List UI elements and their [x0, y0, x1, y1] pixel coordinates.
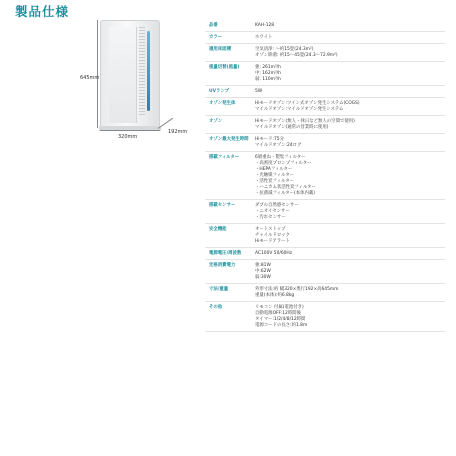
- spec-value: [251, 305, 445, 329]
- spec-value: [251, 89, 445, 95]
- spec-value-line: ・汚れセンサー: [255, 215, 286, 220]
- spec-value-line: ・高密度プロンプフィルター: [255, 161, 312, 166]
- spec-value-line: 強:81W: [255, 263, 271, 268]
- spec-value-line: 強: 261m³/h: [255, 65, 281, 70]
- spec-label: 品番: [209, 23, 218, 28]
- height-dimension-line: [97, 20, 98, 128]
- spec-value-line: 中:62W: [255, 269, 271, 274]
- spec-value-line: 自動電源OFF:12時間後: [255, 311, 301, 316]
- spec-value-line: ・活性炭フィルター: [255, 179, 294, 184]
- blue-accent-stripe: [147, 31, 150, 111]
- spec-label: 寸法/重量: [209, 287, 229, 292]
- spec-value-line: Hiモード:75分: [255, 137, 284, 142]
- spec-value-line: 弱:30W: [255, 275, 271, 280]
- spec-value-line: オートストップ: [255, 227, 286, 232]
- spec-value-line: 5W: [255, 89, 263, 94]
- spec-value-line: Hiモードオゾン(無人・休日など無人の空間で使用): [255, 119, 355, 124]
- spec-value: [251, 137, 445, 149]
- height-dimension-label: 645mm: [80, 75, 100, 81]
- spec-label: カラー: [209, 35, 223, 40]
- spec-value-line: 弱: 110m³/h: [255, 77, 281, 82]
- spec-table: [205, 20, 445, 332]
- spec-value-line: ・ハニカム状活性炭フィルター: [255, 185, 316, 190]
- spec-value: [251, 155, 445, 197]
- spec-label: 安全機能: [209, 227, 227, 232]
- spec-value-line: 重量(本体):約6.8kg: [255, 293, 295, 298]
- depth-dimension-label: 192mm: [168, 129, 188, 135]
- spec-value-line: ダブル自然感センサー: [255, 203, 299, 208]
- spec-value: [251, 227, 445, 245]
- spec-value: [251, 35, 445, 41]
- spec-value: [251, 203, 445, 221]
- spec-value-line: マイルドオゾン(通常の営業時に使用): [255, 125, 329, 130]
- spec-value-line: 空気清浄: 〜約15畳(24.3m²): [255, 47, 314, 52]
- spec-row: [205, 62, 445, 86]
- spec-value: [251, 251, 445, 257]
- spec-value: [251, 287, 445, 299]
- spec-row: [205, 20, 445, 32]
- spec-value-line: タイマー:1/2/4/8/12時間: [255, 317, 306, 322]
- page-title: 製品仕様: [15, 4, 70, 19]
- spec-value-line: 6層重ね・製集フィルター: [255, 155, 306, 160]
- spec-row: [205, 152, 445, 200]
- spec-label: オゾン: [209, 119, 223, 124]
- spec-row: [205, 200, 445, 224]
- front-panel: [109, 27, 137, 123]
- spec-value-line: 中: 162m³/h: [255, 71, 281, 76]
- spec-row: [205, 32, 445, 44]
- spec-label: 電源電圧/周波数: [209, 251, 242, 256]
- spec-row: [205, 134, 445, 152]
- spec-row: [205, 260, 445, 284]
- width-dimension-label: 320mm: [118, 134, 138, 140]
- spec-value-line: 電源コードの長さ:約1.8m: [255, 323, 308, 328]
- spec-value: [251, 119, 445, 131]
- spec-value-line: マイルドオゾン:24ログ: [255, 143, 302, 148]
- spec-value-line: AC100V 50/60Hz: [255, 251, 293, 256]
- spec-row: [205, 86, 445, 98]
- spec-label: 搭載センサー: [209, 203, 236, 208]
- width-dimension-line: [100, 130, 160, 131]
- spec-label: UVランプ: [209, 89, 230, 94]
- spec-value-line: Hiモードアラート: [255, 239, 290, 244]
- spec-value-line: ホワイト: [255, 35, 273, 40]
- spec-value-line: ・光触媒フィルター: [255, 173, 294, 178]
- spec-value-line: 外形寸法:約 幅320×奥行192×高645mm: [255, 287, 339, 292]
- depth-dimension-line: [158, 118, 173, 129]
- spec-label: 搭載フィルター: [209, 155, 240, 160]
- spec-value-line: マイルドオゾン:マイルドオゾン発生システム: [255, 107, 344, 112]
- spec-value-line: Hiモードオゾン:ツイン式オゾン発生システム(COGS): [255, 101, 360, 106]
- spec-value-line: オゾン除菌: 約15〜45畳(24.3〜72.9m²): [255, 53, 338, 58]
- spec-value-line: ・抗菌減フィルター(本体内蔵): [255, 191, 315, 196]
- spec-row: [205, 98, 445, 116]
- spec-row: [205, 224, 445, 248]
- air-purifier-image: [100, 20, 160, 128]
- spec-value-line: リモコン 付属(電池付き): [255, 305, 304, 310]
- spec-value: [251, 47, 445, 59]
- spec-value-line: チャイルドロック: [255, 233, 290, 238]
- spec-row: [205, 248, 445, 260]
- spec-row: [205, 302, 445, 332]
- spec-value-line: KAH-128: [255, 23, 275, 28]
- spec-label: オゾン発生体: [209, 101, 236, 106]
- spec-label: 風量切替(風量): [209, 65, 240, 70]
- spec-label: 定格消費電力: [209, 263, 236, 268]
- spec-value-line: ・ニオイセンサー: [255, 209, 290, 214]
- spec-value: [251, 65, 445, 83]
- spec-value: [251, 23, 445, 29]
- spec-label: オゾン最大発生時間: [209, 137, 249, 142]
- spec-value: [251, 263, 445, 281]
- spec-row: [205, 44, 445, 62]
- spec-label: その他: [209, 305, 223, 310]
- spec-label: 適用床面積: [209, 47, 231, 52]
- spec-value: [251, 101, 445, 113]
- spec-row: [205, 116, 445, 134]
- spec-value-line: ・HEPAフィルター: [255, 167, 293, 172]
- side-grille: [139, 27, 145, 117]
- spec-row: [205, 284, 445, 302]
